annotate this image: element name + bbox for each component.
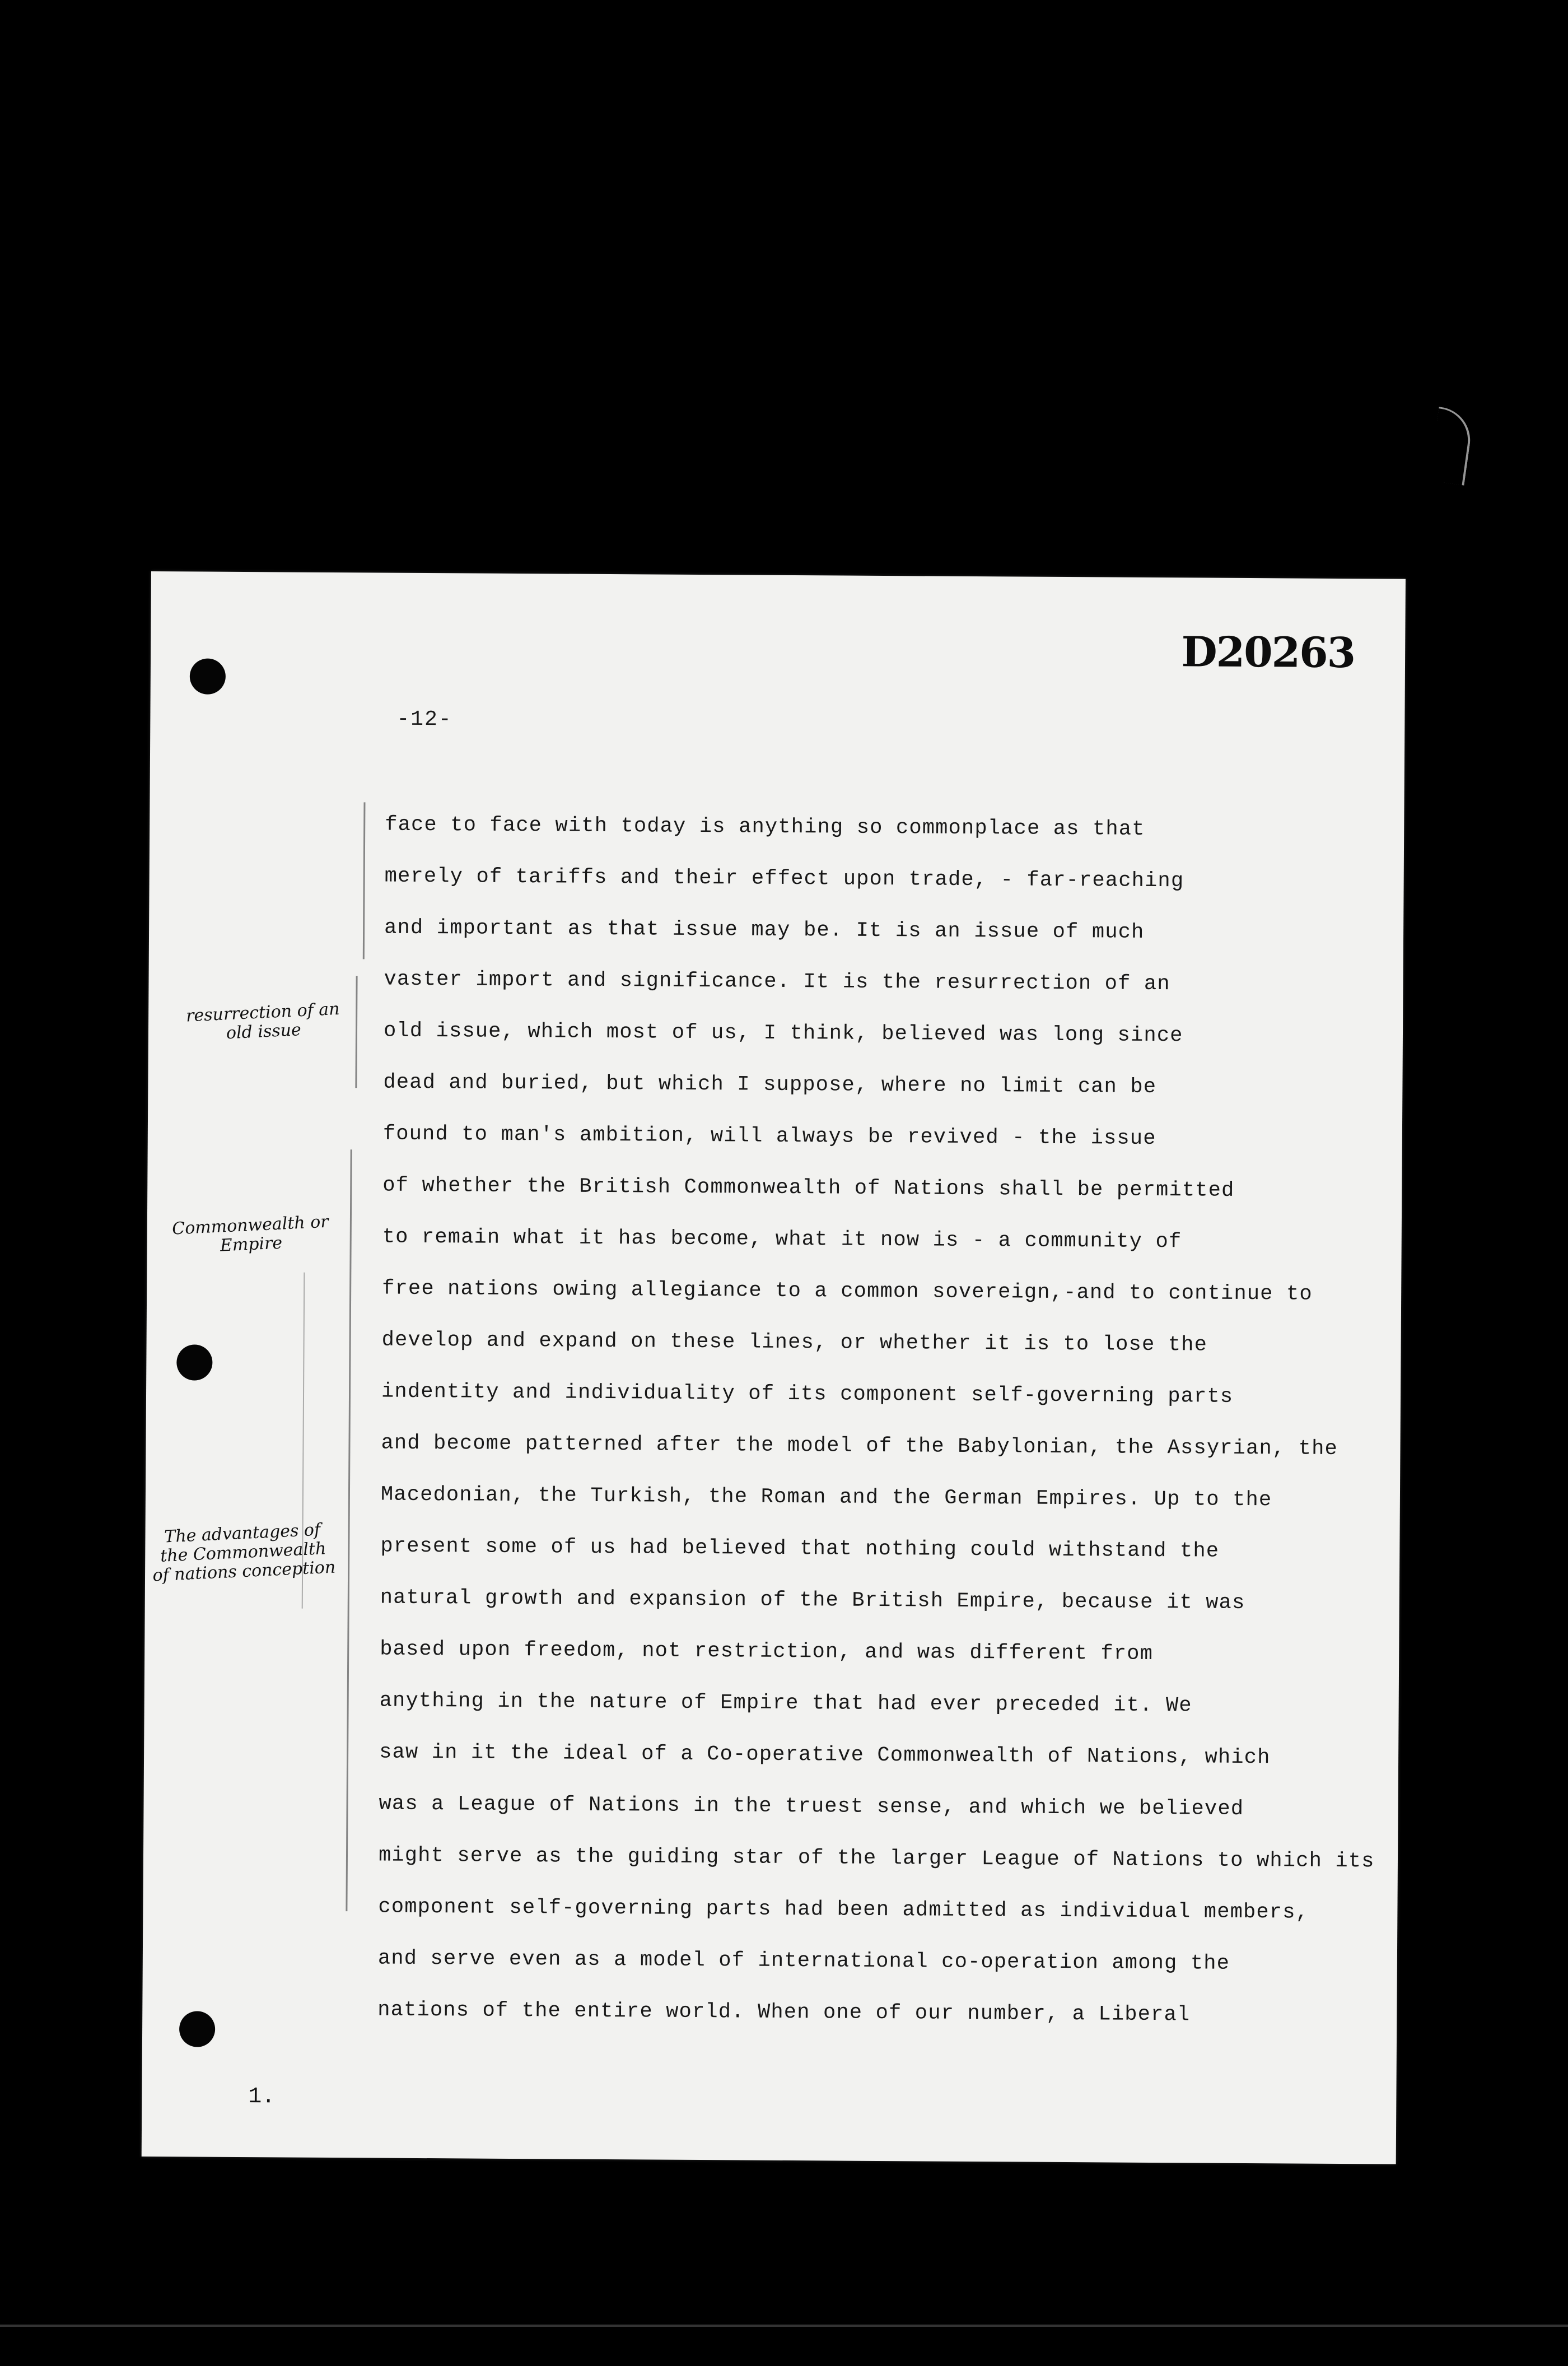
page-number: -12- [396, 707, 452, 732]
text-line: anything in the nature of Empire that had ever preceded it. We [379, 1689, 1192, 1718]
text-line: to remain what it has become, what it now is - a community of [382, 1225, 1182, 1254]
punch-hole [190, 658, 226, 694]
document-id-stamp: D20263 [1181, 628, 1355, 678]
text-line: Macedonian, the Turkish, the Roman and the German Empires. Up to the [380, 1483, 1272, 1512]
punch-hole [176, 1344, 212, 1380]
text-line: of whether the British Commonwealth of Nations shall be permitted [382, 1173, 1235, 1203]
punch-hole [179, 2011, 215, 2047]
footer-mark: 1. [248, 2084, 276, 2110]
bottom-band [0, 2325, 1568, 2327]
text-line: face to face with today is anything so commonplace as that [385, 813, 1145, 841]
margin-bracket [363, 802, 366, 959]
body-text [377, 805, 1375, 2048]
text-line: vaster import and significance. It is the resurrection of an [384, 967, 1170, 996]
text-line: natural growth and expansion of the British Empire, because it was [380, 1586, 1245, 1615]
text-line: merely of tariffs and their effect upon trade, - far-reaching [384, 864, 1184, 893]
text-line: was a League of Nations in the truest sense, and which we believed [379, 1792, 1244, 1821]
text-line: present some of us had believed that nothing could withstand the [380, 1534, 1220, 1563]
text-line: and become patterned after the model of the Babylonian, the Assyrian, the [381, 1431, 1338, 1461]
text-line: and serve even as a model of international co-operation among the [377, 1946, 1230, 1976]
margin-note-resurrection: resurrection of an old issue [185, 999, 340, 1044]
text-line: based upon freedom, not restriction, and was different from [380, 1637, 1154, 1666]
text-line: nations of the entire world. When one of our number, a Liberal [377, 1998, 1191, 2027]
text-line: might serve as the guiding star of the larger League of Nations to which its [378, 1843, 1375, 1874]
text-line: old issue, which most of us, I think, believed was long since [383, 1019, 1183, 1048]
text-line: indentity and individuality of its component self-governing parts [381, 1380, 1234, 1409]
margin-bracket [346, 1149, 352, 1911]
document-page [142, 571, 1406, 2164]
text-line: develop and expand on these lines, or whether it is to lose the [381, 1328, 1208, 1357]
text-line: free nations owing allegiance to a common sovereign,-and to continue to [382, 1277, 1313, 1306]
text-line: component self-governing parts had been admitted as individual members, [378, 1895, 1309, 1925]
text-line: found to man's ambition, will always be revived - the issue [382, 1122, 1156, 1151]
text-line: saw in it the ideal of a Co-operative Commonwealth of Nations, which [379, 1740, 1271, 1770]
margin-note-advantages: The advantages of the Commonwealth of nations conception [152, 1520, 336, 1586]
margin-note-commonwealth: Commonwealth or Empire [171, 1212, 329, 1256]
text-line: and important as that issue may be. It is an issue of much [384, 916, 1145, 944]
text-line: dead and buried, but which I suppose, where no limit can be [383, 1070, 1157, 1099]
